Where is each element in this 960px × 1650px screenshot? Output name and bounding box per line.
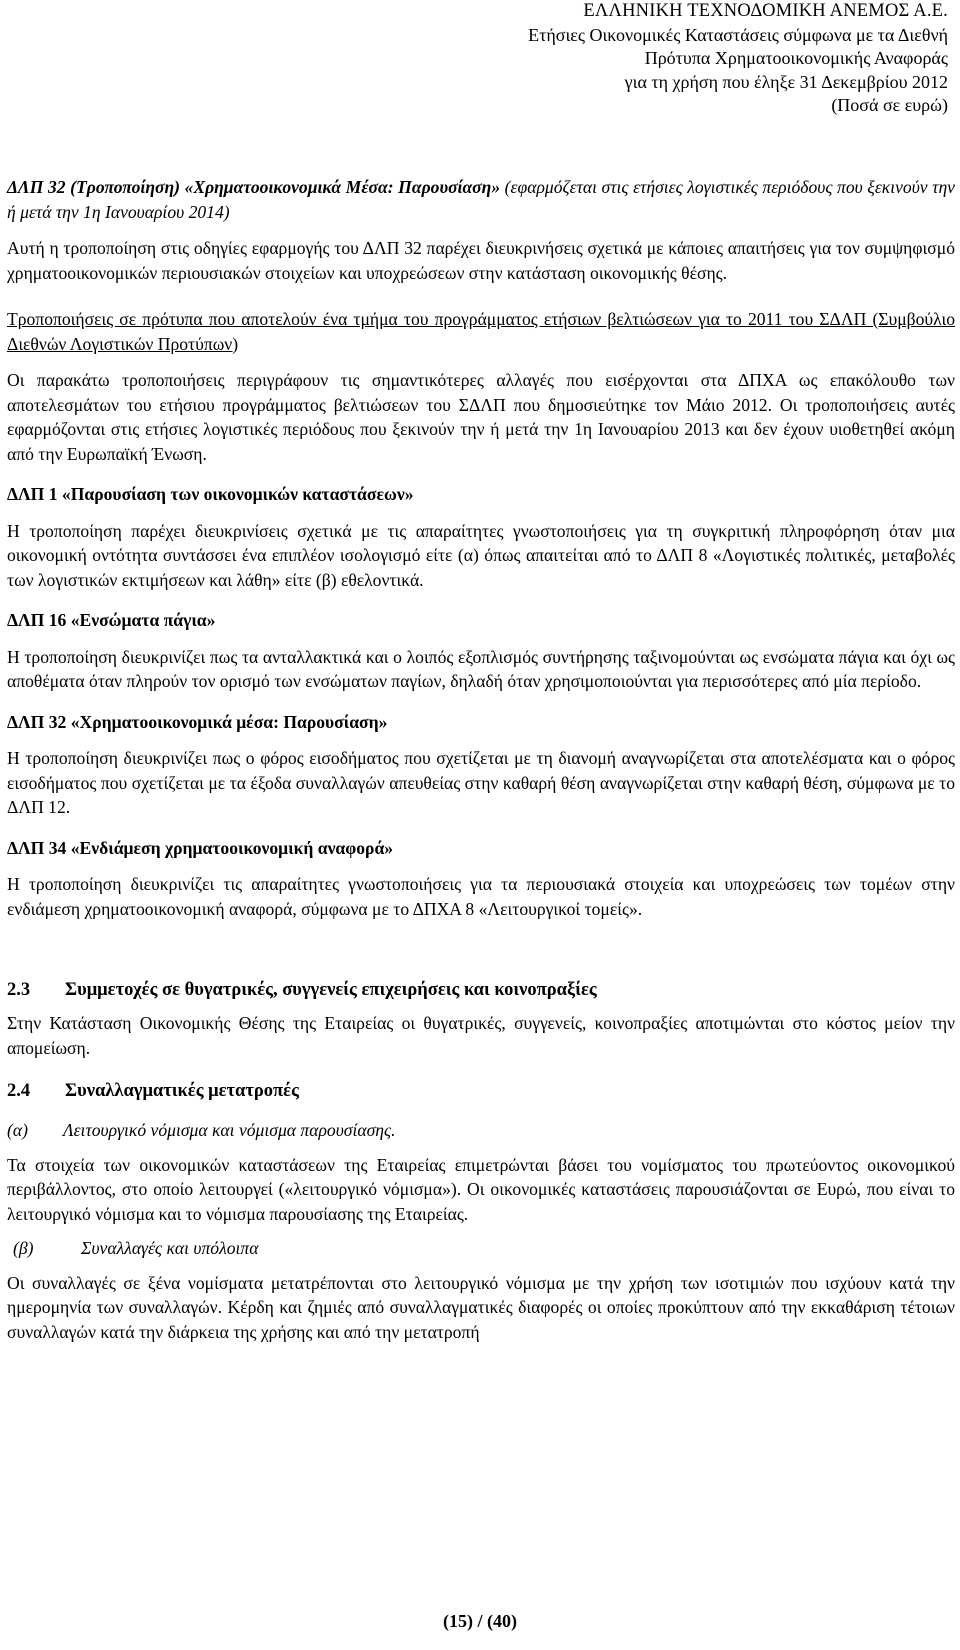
section-2-4-number: 2.4: [7, 1081, 31, 1101]
header-line-2: Ετήσιες Οικονομικές Καταστάσεις σύμφωνα με τα Διεθνή: [528, 24, 948, 45]
subsection-b-marker: (β): [13, 1238, 34, 1258]
ias32-amendment-note: (εφαρμόζεται στις ετήσιες λογιστικές περιόδους που ξεκινούν την ή μετά την 1η Ιανουαρίου 2014): [7, 177, 955, 222]
ias16-title: ΔΛΠ 16 «Ενσώματα πάγια»: [7, 610, 216, 630]
subsection-b-heading: [7, 1236, 955, 1261]
improvements-body: Οι παρακάτω τροποποιήσεις περιγράφουν τις σημαντικότερες αλλαγές που εισέρχονται στα ΔΠΧΑ ως επακόλουθο των αποτελεσμάτων του ετήσιου προγράμματος βελτιώσεων του ΣΔΛΠ που δημοσιεύτηκε τον Μάιο 2012. Οι τροποποιήσεις αυτές εφαρμόζονται στις ετήσιες λογιστικές περιόδους που ξεκινούν την ή μετά την 1η Ιανουαρίου 2013 και δεν έχουν υιοθετηθεί ακόμη από την Ευρωπαϊκή Ένωση.: [7, 370, 955, 464]
company-name: ΕΛΛΗΝΙΚΗ ΤΕΧΝΟΔΟΜΙΚΗ ΑΝΕΜΟΣ Α.Ε.: [583, 1, 948, 21]
ias1-body: Η τροποποίηση παρέχει διευκρινίσεις σχετικά με τις απαραίτητες γνωστοποιήσεις για τη συγκριτική πληροφόρηση όταν μια οικονομική οντότητα συντάσσει ένα επιπλέον ισολογισμό είτε (α) όπως απαιτείται από το ΔΛΠ 8 «Λογιστικές πολιτικές, μεταβολές των λογιστικών εκτιμήσεων και λάθη» είτε (β) εθελοντικά.: [7, 520, 955, 590]
ias32-amendment-title: ΔΛΠ 32 (Τροποποίηση) «Χρηματοοικονομικά Μέσα: Παρουσίαση»: [7, 177, 501, 197]
section-2-3-number: 2.3: [7, 980, 31, 1000]
section-2-4-title: Συναλλαγματικές μετατροπές: [65, 1081, 299, 1101]
ias34-body: Η τροποποίηση διευκρινίζει τις απαραίτητες γνωστοποιήσεις για τα περιουσιακά στοιχεία και υποχρεώσεις των τομέων στην ενδιάμεση χρηματοοικονομική αναφορά, σύμφωνα με το ΔΠΧΑ 8 «Λειτουργικοί τομείς».: [7, 874, 955, 919]
ias1-title: ΔΛΠ 1 «Παρουσίαση των οικονομικών καταστάσεων»: [7, 484, 414, 504]
ias32-title: ΔΛΠ 32 «Χρηματοοικονομικά μέσα: Παρουσίαση»: [7, 711, 388, 732]
document-body: [7, 175, 955, 1344]
section-2-3-body: Στην Κατάσταση Οικονομικής Θέσης της Εταιρείας οι θυγατρικές, συγγενείς, κοινοπραξίες αποτιμώνται στο κόστος μείον την απομείωση.: [7, 1013, 955, 1058]
page-header: [528, 0, 948, 118]
header-line-5: (Ποσά σε ευρώ): [831, 95, 948, 115]
header-line-4: για τη χρήση που έληξε 31 Δεκεμβρίου 2012: [624, 71, 948, 92]
subsection-a-title: Λειτουργικό νόμισμα και νόμισμα παρουσίασης.: [63, 1120, 396, 1140]
subsection-b-title: Συναλλαγές και υπόλοιπα: [81, 1238, 259, 1258]
subsection-a-heading: [7, 1118, 955, 1143]
ias34-title: ΔΛΠ 34 «Ενδιάμεση χρηματοοικονομική αναφορά»: [7, 837, 394, 858]
subsection-b-body: Οι συναλλαγές σε ξένα νομίσματα μετατρέπονται στο λειτουργικό νόμισμα με την χρήση των ισοτιμιών που ισχύουν κατά την ημερομηνία των συναλλαγών. Κέρδη και ζημιές από συναλλαγματικές διαφορές οι οποίες προκύπτουν από την εκκαθάριση τέτοιων συναλλαγών κατά την διάρκεια της χρήσης και από την μετατροπή: [7, 1272, 955, 1342]
page-number: (15) / (40): [443, 1611, 517, 1631]
section-2-3-heading: [7, 977, 955, 1003]
subsection-a-marker: (α): [7, 1120, 28, 1140]
ias32-body: Η τροποποίηση διευκρινίζει πως ο φόρος εισοδήματος που σχετίζεται με τη διανομή αναγνωρίζεται στα αποτελέσματα και ο φόρος εισοδήματος που σχετίζεται με τα έξοδα συναλλαγών απευθείας στην καθαρή θέση αναγνωρίζεται στην καθαρή θέση, σύμφωνα με το ΔΛΠ 12.: [7, 748, 955, 817]
section-2-4-heading: [7, 1078, 955, 1104]
header-line-3: Πρότυπα Χρηματοοικονομικής Αναφοράς: [644, 48, 948, 68]
improvements-heading: Τροποποιήσεις σε πρότυπα που αποτελούν ένα τμήμα του προγράμματος ετήσιων βελτιώσεων για το 2011 του ΣΔΛΠ (Συμβούλιο Διεθνών Λογιστικών Προτύπων): [7, 309, 955, 354]
subsection-a-body: Τα στοιχεία των οικονομικών καταστάσεων της Εταιρείας επιμετρώνται βάσει του νομίσματος του πρωτεύοντος οικονομικού περιβάλλοντος, στο οποίο λειτουργεί («λειτουργικό νόμισμα»). Οι οικονομικές καταστάσεις παρουσιάζονται σε Ευρώ, που είναι το λειτουργικό νόμισμα και το νόμισμα παρουσίασης της Εταιρείας.: [7, 1154, 955, 1224]
section-2-3-title: Συμμετοχές σε θυγατρικές, συγγενείς επιχειρήσεις και κοινοπραξίες: [65, 980, 597, 1000]
ias32-amendment-heading: [7, 175, 955, 224]
ias32-amendment-body: Αυτή η τροποποίηση στις οδηγίες εφαρμογής του ΔΛΠ 32 παρέχει διευκρινήσεις σχετικά με κάποιες απαιτήσεις για τον συμψηφισμό χρηματοοικονομικών περιουσιακών στοιχείων και υποχρεώσεων στην κατάσταση οικονομικής θέσης.: [7, 238, 955, 283]
ias16-body: Η τροποποίηση διευκρινίζει πως τα ανταλλακτικά και ο λοιπός εξοπλισμός συντήρησης ταξινομούνται ως ενσώματα πάγια και όχι ως αποθέματα όταν πληρούν τον ορισμό των ενσώματων παγίων, δηλαδή όταν χρησιμοποιούνται για περισσότερες από μία περίοδο.: [7, 646, 955, 691]
